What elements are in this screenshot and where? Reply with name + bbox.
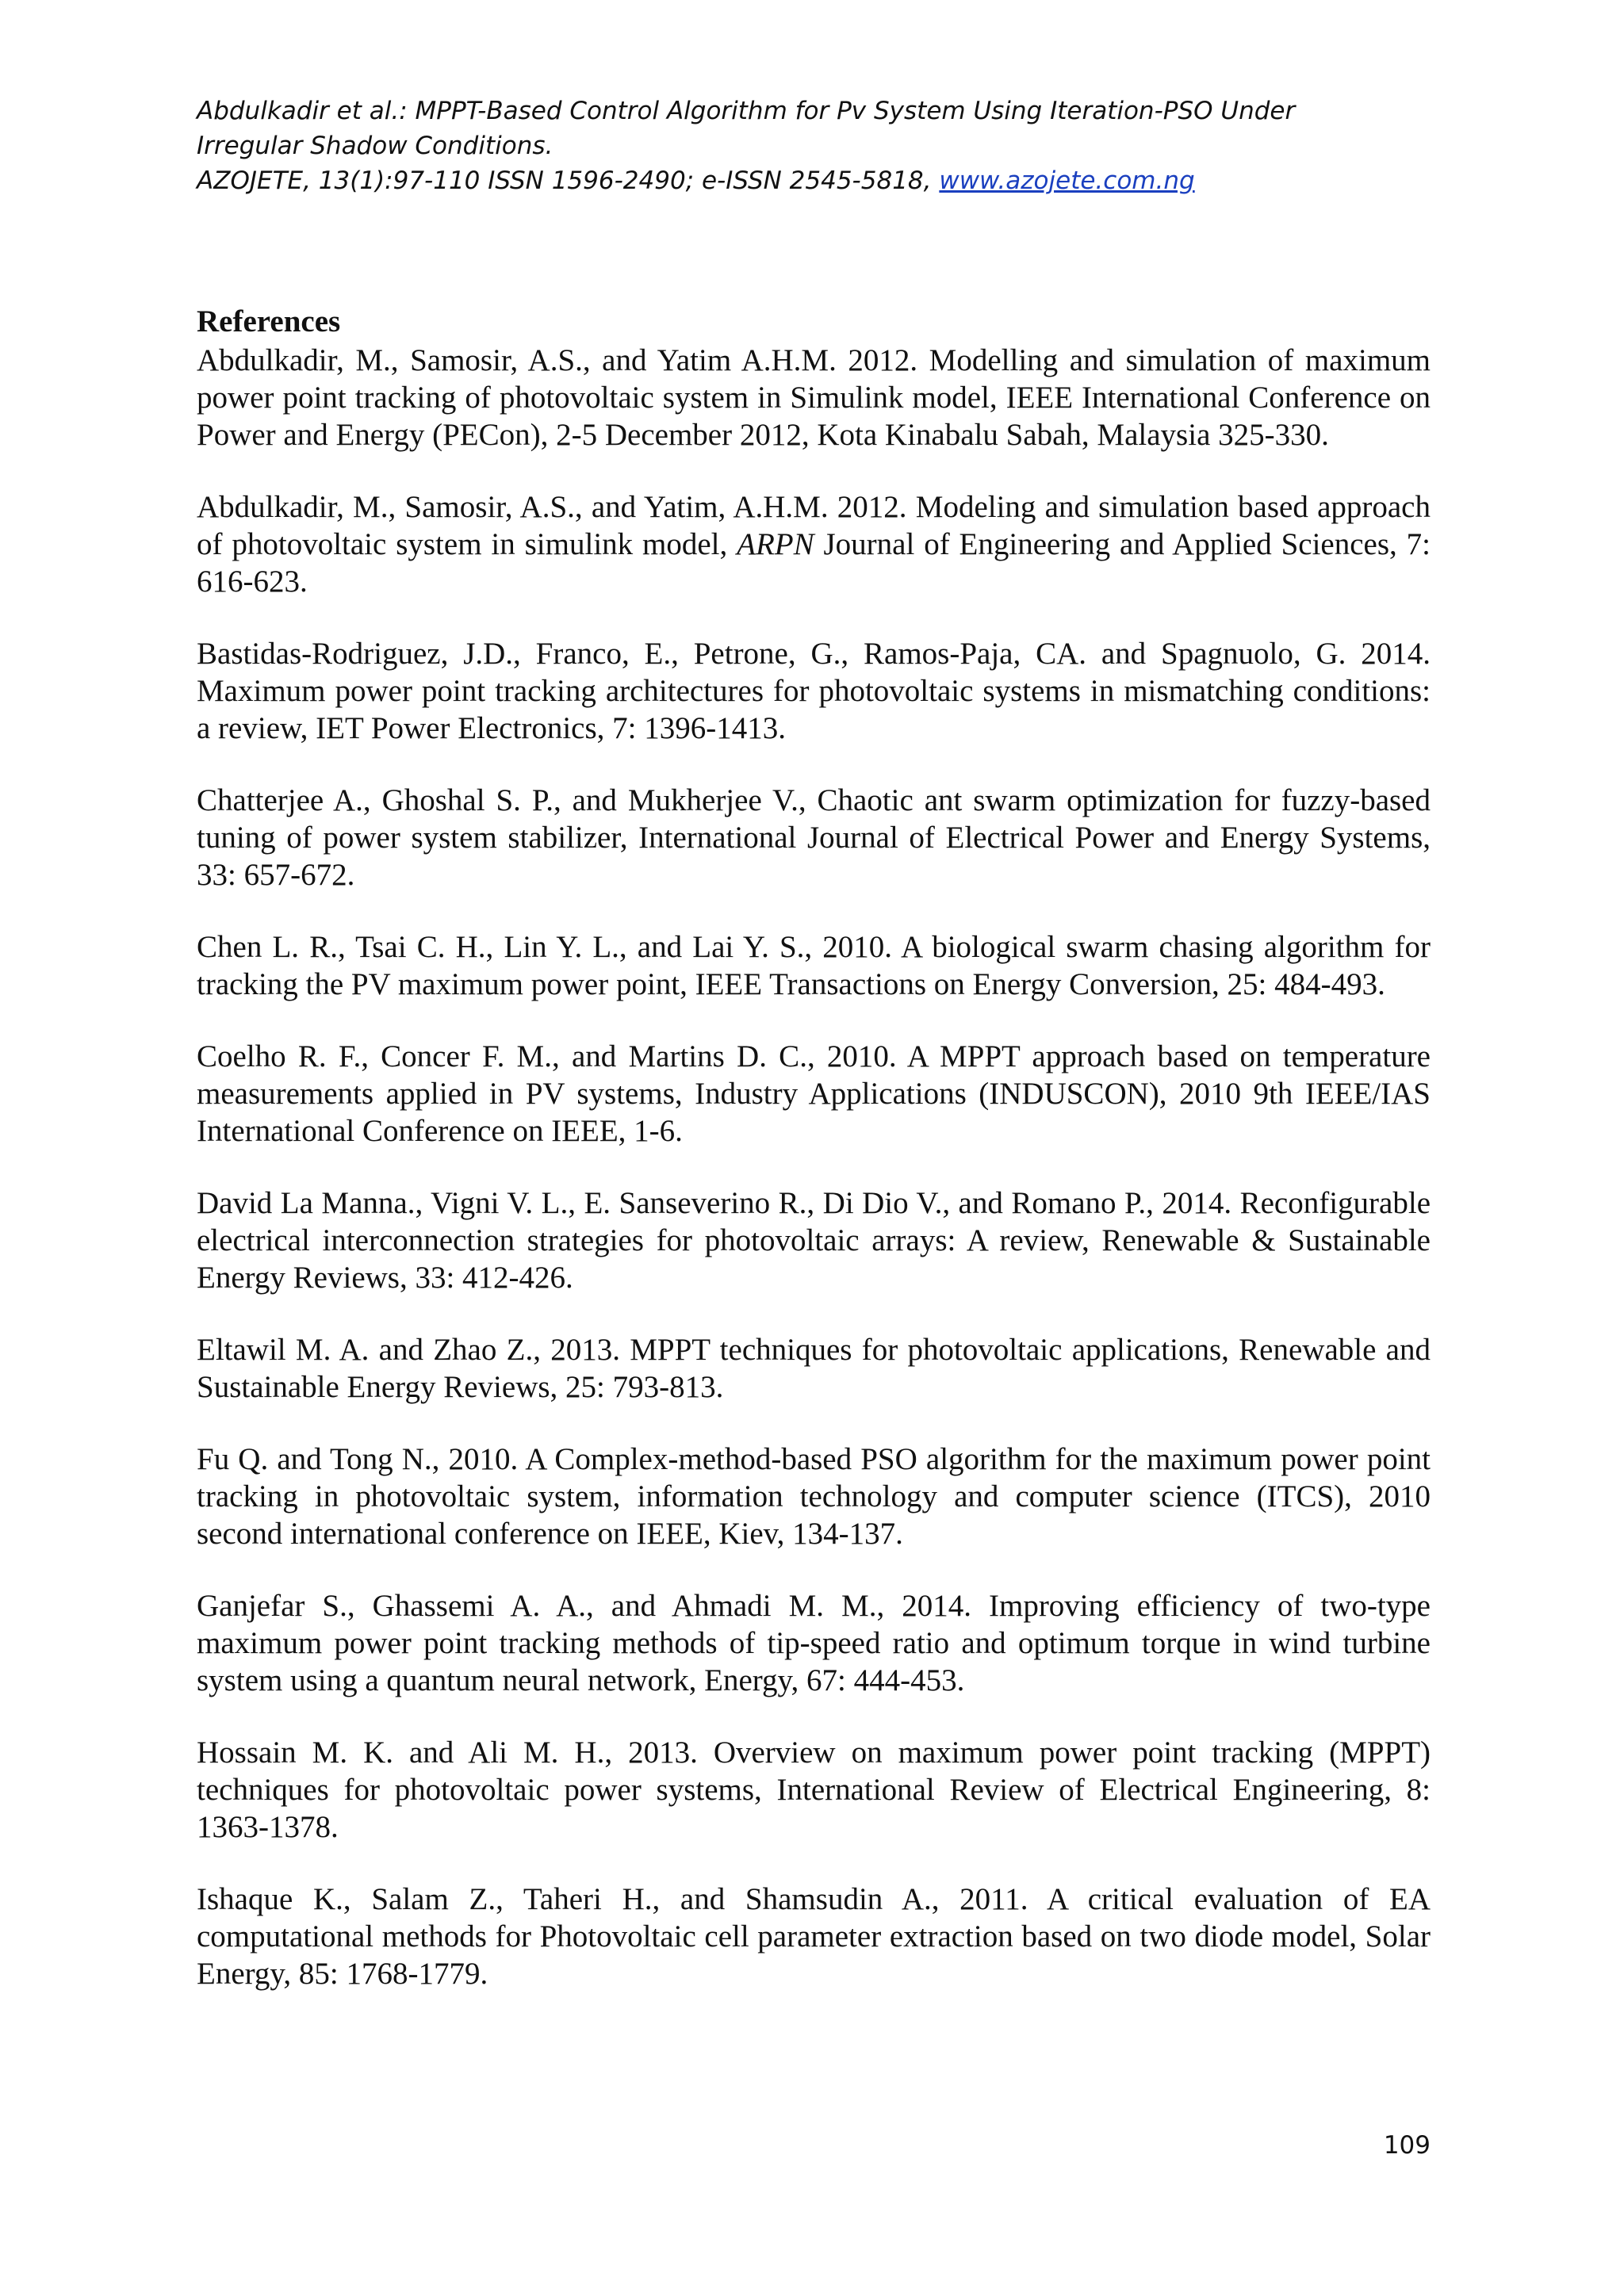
journal-website-link[interactable]: www.azojete.com.ng bbox=[939, 166, 1195, 195]
reference-entry: Fu Q. and Tong N., 2010. A Complex-method-based PSO algorithm for the maximum power point tracking in photovoltaic system, information technology and computer science (ITCS), 2010 second international conference on IEEE, Kiev, 134-137. bbox=[197, 1442, 1431, 1551]
reference-italic-text: ARPN bbox=[737, 527, 814, 561]
section-heading: References bbox=[197, 304, 341, 339]
references-section bbox=[197, 303, 1431, 2027]
header-journal-line bbox=[197, 163, 1434, 198]
reference-entry: Chen L. R., Tsai C. H., Lin Y. L., and Lai Y. S., 2010. A biological swarm chasing algorithm for tracking the PV maximum power point, IEEE Transactions on Energy Conversion, 25: 484-493. bbox=[197, 930, 1431, 1001]
header-title-line-1: Abdulkadir et al.: MPPT-Based Control Algorithm for Pv System Using Iteration-PSO Under bbox=[197, 97, 1296, 125]
reference-entry: Bastidas-Rodriguez, J.D., Franco, E., Petrone, G., Ramos-Paja, CA. and Spagnuolo, G. 2014. Maximum power point tracking architectures for photovoltaic systems in mismatching conditions: a review, IET Power Electronics, 7: 1396-1413. bbox=[197, 637, 1431, 745]
reference-entry: Ishaque K., Salam Z., Taheri H., and Shamsudin A., 2011. A critical evaluation of EA computational methods for Photovoltaic cell parameter extraction based on two diode model, Solar Energy, 85: 1768-1779. bbox=[197, 1882, 1431, 1991]
reference-entry: Ganjefar S., Ghassemi A. A., and Ahmadi M. M., 2014. Improving efficiency of two-type maximum power point tracking methods of tip-speed ratio and optimum torque in wind turbine system using a quantum neural network, Energy, 67: 444-453. bbox=[197, 1589, 1431, 1697]
reference-entry: Abdulkadir, M., Samosir, A.S., and Yatim A.H.M. 2012. Modelling and simulation of maximum power point tracking of photovoltaic system in Simulink model, IEEE International Conference on Power and Energy (PECon), 2-5 December 2012, Kota Kinabalu Sabah, Malaysia 325-330. bbox=[197, 343, 1431, 452]
reference-entry bbox=[197, 488, 1431, 600]
reference-entry: Coelho R. F., Concer F. M., and Martins D. C., 2010. A MPPT approach based on temperature measurements applied in PV systems, Industry Applications (INDUSCON), 2010 9th IEEE/IAS International Conference on IEEE, 1-6. bbox=[197, 1039, 1431, 1148]
reference-entry: Hossain M. K. and Ali M. H., 2013. Overview on maximum power point tracking (MPPT) techniques for photovoltaic power systems, International Review of Electrical Engineering, 8: 1363-1378. bbox=[197, 1735, 1431, 1844]
page-number: 109 bbox=[1383, 2131, 1431, 2160]
reference-entry: David La Manna., Vigni V. L., E. Sanseverino R., Di Dio V., and Romano P., 2014. Reconfigurable electrical interconnection strategies for photovoltaic arrays: A review, Renewable & Sustainable Energy Reviews, 33: 412-426. bbox=[197, 1186, 1431, 1295]
reference-entry: Chatterjee A., Ghoshal S. P., and Mukherjee V., Chaotic ant swarm optimization for fuzzy-based tuning of power system stabilizer, International Journal of Electrical Power and Energy Systems, 33: 657-672. bbox=[197, 783, 1431, 892]
running-header bbox=[197, 94, 1434, 198]
reference-entry: Eltawil M. A. and Zhao Z., 2013. MPPT techniques for photovoltaic applications, Renewable and Sustainable Energy Reviews, 25: 793-813. bbox=[197, 1333, 1431, 1404]
header-journal-info: AZOJETE, 13(1):97-110 ISSN 1596-2490; e-ISSN 2545-5818, bbox=[197, 166, 940, 195]
reference-text: Abdulkadir, M., Samosir, A.S., and Yatim, A.H.M. 2012. Modeling and simulation based approach of photovoltaic system in simulink model, bbox=[197, 490, 1431, 561]
reference-text: Journal of Engineering and Applied Sciences, 7: 616-623. bbox=[197, 527, 1431, 599]
header-title-line-2: Irregular Shadow Conditions. bbox=[197, 132, 553, 160]
